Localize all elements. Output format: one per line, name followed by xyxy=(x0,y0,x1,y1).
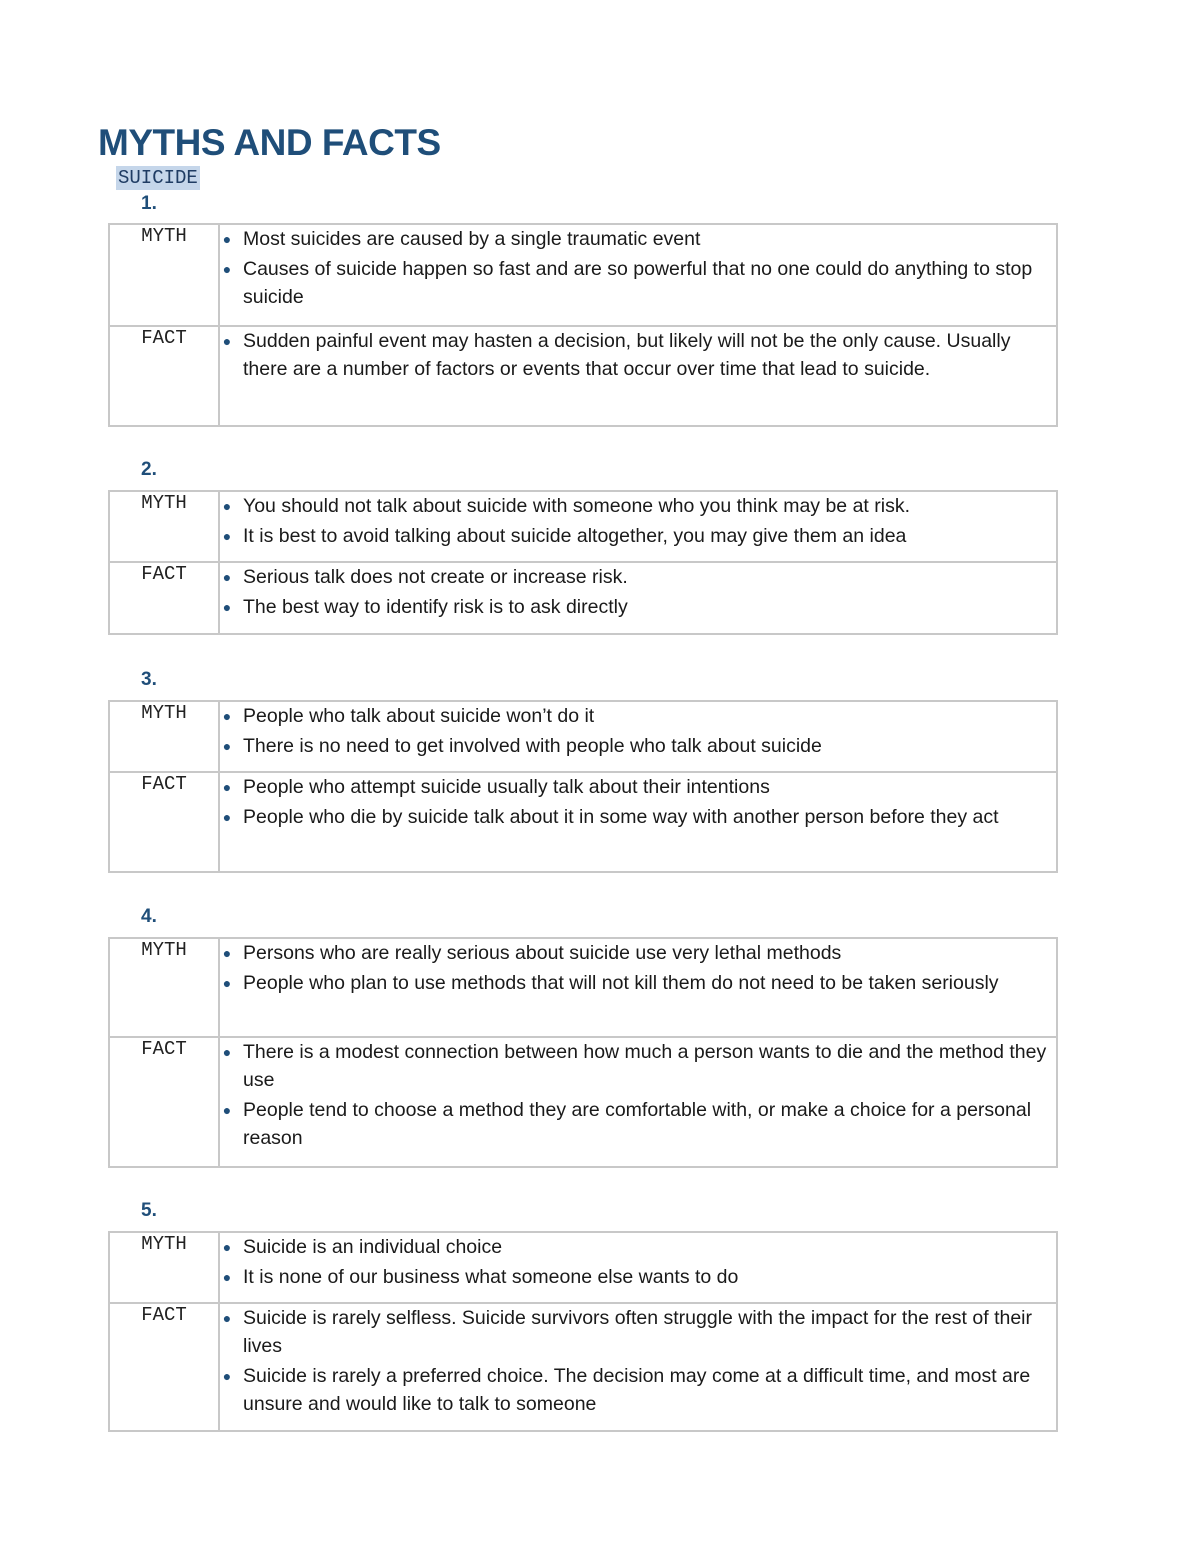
fact-content xyxy=(219,772,1057,872)
bullet-item: ● The best way to identify risk is to ask directly xyxy=(220,593,1056,621)
fact-content xyxy=(219,562,1057,634)
fact-label: FACT xyxy=(109,1303,219,1431)
myth-content xyxy=(219,224,1057,326)
fact-row xyxy=(109,1303,1057,1431)
page-title: MYTHS AND FACTS xyxy=(98,122,441,163)
fact-content xyxy=(219,1303,1057,1431)
myth-fact-table xyxy=(108,223,1058,427)
item-number: 2. xyxy=(141,459,157,480)
myth-label: MYTH xyxy=(109,224,219,326)
myth-content xyxy=(219,491,1057,562)
fact-label: FACT xyxy=(109,326,219,426)
myth-label: MYTH xyxy=(109,1232,219,1303)
item-number: 3. xyxy=(141,669,157,690)
bullet-icon: ● xyxy=(222,1368,232,1384)
fact-label: FACT xyxy=(109,562,219,634)
bullet-icon: ● xyxy=(222,1269,232,1285)
myth-row xyxy=(109,491,1057,562)
fact-label: FACT xyxy=(109,1037,219,1167)
bullet-item: ● Persons who are really serious about suicide use very lethal methods xyxy=(220,939,1056,967)
fact-row xyxy=(109,772,1057,872)
bullet-icon: ● xyxy=(222,1310,232,1326)
bullet-icon: ● xyxy=(222,708,232,724)
bullet-icon: ● xyxy=(222,528,232,544)
fact-row xyxy=(109,1037,1057,1167)
bullet-icon: ● xyxy=(222,599,232,615)
bullet-icon: ● xyxy=(222,779,232,795)
myth-fact-table xyxy=(108,1231,1058,1432)
bullet-icon: ● xyxy=(222,809,232,825)
bullet-item: ● People who die by suicide talk about it in some way with another person before they act xyxy=(220,803,1056,831)
bullet-item: ● It is best to avoid talking about suicide altogether, you may give them an idea xyxy=(220,522,1056,550)
myth-row xyxy=(109,701,1057,772)
bullet-icon: ● xyxy=(222,333,232,349)
myth-row xyxy=(109,224,1057,326)
myth-fact-table xyxy=(108,490,1058,635)
myth-fact-table xyxy=(108,937,1058,1168)
bullet-item: ● There is no need to get involved with people who talk about suicide xyxy=(220,732,1056,760)
bullet-icon: ● xyxy=(222,1239,232,1255)
bullet-item: ● There is a modest connection between how much a person wants to die and the method they use xyxy=(220,1038,1056,1094)
bullet-item: ● It is none of our business what someone else wants to do xyxy=(220,1263,1056,1291)
bullet-item: ● Serious talk does not create or increase risk. xyxy=(220,563,1056,591)
bullet-icon: ● xyxy=(222,498,232,514)
fact-row xyxy=(109,562,1057,634)
bullet-icon: ● xyxy=(222,1102,232,1118)
bullet-item: ● People who plan to use methods that will not kill them do not need to be taken seriously xyxy=(220,969,1056,997)
bullet-item: ● Most suicides are caused by a single traumatic event xyxy=(220,225,1056,253)
bullet-item: ● Suicide is rarely a preferred choice. The decision may come at a difficult time, and most are unsure and would like to talk to someone xyxy=(220,1362,1056,1418)
bullet-icon: ● xyxy=(222,1044,232,1060)
bullet-icon: ● xyxy=(222,738,232,754)
bullet-item: ● People who attempt suicide usually talk about their intentions xyxy=(220,773,1056,801)
bullet-icon: ● xyxy=(222,945,232,961)
bullet-icon: ● xyxy=(222,569,232,585)
myth-row xyxy=(109,938,1057,1037)
bullet-item: ● People who talk about suicide won’t do it xyxy=(220,702,1056,730)
myth-row xyxy=(109,1232,1057,1303)
myth-label: MYTH xyxy=(109,701,219,772)
bullet-item: ● People tend to choose a method they are comfortable with, or make a choice for a personal reason xyxy=(220,1096,1056,1152)
bullet-item: ● Suicide is an individual choice xyxy=(220,1233,1056,1261)
bullet-icon: ● xyxy=(222,975,232,991)
bullet-icon: ● xyxy=(222,261,232,277)
fact-row xyxy=(109,326,1057,426)
myth-content xyxy=(219,1232,1057,1303)
item-number: 5. xyxy=(141,1200,157,1221)
bullet-item: ● You should not talk about suicide with someone who you think may be at risk. xyxy=(220,492,1056,520)
bullet-item: ● Sudden painful event may hasten a decision, but likely will not be the only cause. Usually there are a number of factors or events that occur over time that lead to suicide. xyxy=(220,327,1056,383)
myth-content xyxy=(219,701,1057,772)
item-number: 4. xyxy=(141,906,157,927)
subtitle-highlighted: SUICIDE xyxy=(118,167,198,189)
bullet-item: ● Suicide is rarely selfless. Suicide survivors often struggle with the impact for the rest of their lives xyxy=(220,1304,1056,1360)
fact-content xyxy=(219,1037,1057,1167)
bullet-item: ● Causes of suicide happen so fast and are so powerful that no one could do anything to stop suicide xyxy=(220,255,1056,311)
myth-label: MYTH xyxy=(109,491,219,562)
item-number: 1. xyxy=(141,193,157,214)
bullet-icon: ● xyxy=(222,231,232,247)
myth-content xyxy=(219,938,1057,1037)
myth-label: MYTH xyxy=(109,938,219,1037)
fact-label: FACT xyxy=(109,772,219,872)
myth-fact-table xyxy=(108,700,1058,873)
fact-content xyxy=(219,326,1057,426)
